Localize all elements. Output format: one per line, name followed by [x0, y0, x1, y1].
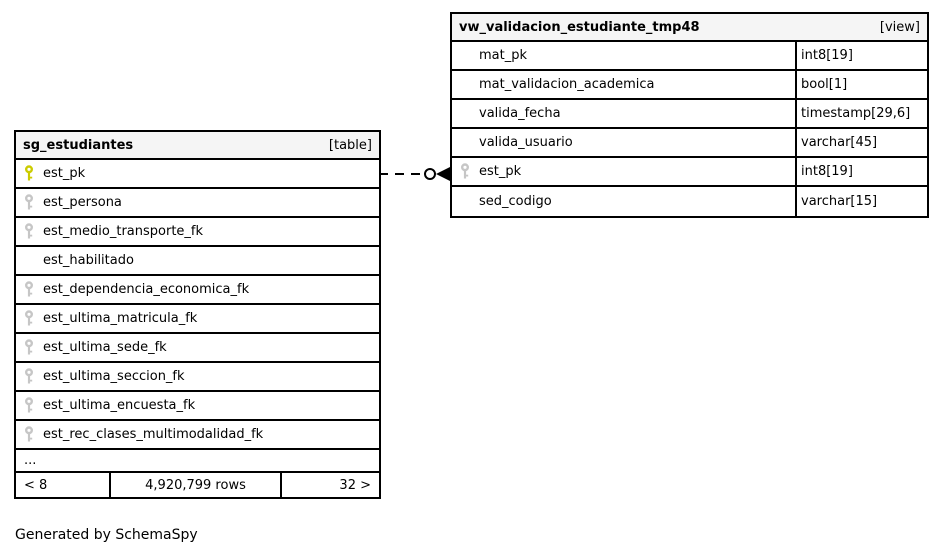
- column-row: [16, 305, 379, 334]
- foreign-key-icon: [24, 426, 34, 443]
- column-list: [452, 42, 927, 216]
- foreign-key-icon: [24, 281, 34, 298]
- foreign-key-icon: [24, 397, 34, 414]
- column-row: [452, 129, 927, 158]
- table-header-sg-estudiantes[interactable]: [16, 132, 379, 160]
- primary-key-icon: [24, 165, 34, 182]
- parents-count: 32 >: [339, 477, 371, 493]
- column-type: varchar[15]: [795, 187, 927, 216]
- column-type: int8[19]: [795, 42, 927, 69]
- column-row: [16, 421, 379, 450]
- column-name: est_pk: [43, 166, 86, 181]
- column-row: [16, 218, 379, 247]
- foreign-key-icon: [24, 194, 34, 211]
- column-type: int8[19]: [795, 158, 927, 185]
- table-vw-validacion-estudiante-tmp48: [450, 12, 929, 218]
- column-name: est_persona: [43, 195, 122, 210]
- column-name-cell: [452, 129, 795, 156]
- column-name-cell: [452, 158, 795, 185]
- column-name: sed_codigo: [479, 194, 552, 209]
- foreign-key-icon: [24, 223, 34, 240]
- column-type: varchar[45]: [795, 129, 927, 156]
- column-name: est_ultima_sede_fk: [43, 340, 167, 355]
- table-footer: [16, 473, 379, 497]
- column-name: est_pk: [479, 164, 522, 179]
- column-row: [16, 363, 379, 392]
- column-row: [452, 100, 927, 129]
- column-name: est_ultima_encuesta_fk: [43, 398, 196, 413]
- foreign-key-icon: [24, 368, 34, 385]
- column-name: est_medio_transporte_fk: [43, 224, 204, 239]
- column-list: [16, 160, 379, 450]
- foreign-key-icon: [24, 339, 34, 356]
- table-kind-badge: [table]: [328, 137, 372, 153]
- column-row: [452, 42, 927, 71]
- column-name: est_dependencia_economica_fk: [43, 282, 250, 297]
- column-row: [16, 160, 379, 189]
- table-sg-estudiantes: [14, 130, 381, 499]
- column-name-cell: [452, 42, 795, 69]
- column-row: [16, 334, 379, 363]
- column-type: timestamp[29,6]: [795, 100, 927, 127]
- relationship-arrowhead: [436, 167, 450, 181]
- column-name: est_rec_clases_multimodalidad_fk: [43, 427, 264, 442]
- column-row: [16, 247, 379, 276]
- column-name-cell: [452, 187, 795, 216]
- children-count: < 8: [24, 477, 48, 493]
- table-kind-badge: [view]: [879, 19, 920, 35]
- row-count: 4,920,799 rows: [109, 473, 282, 497]
- generated-by-note: Generated by SchemaSpy: [15, 527, 198, 543]
- column-row: [452, 71, 927, 100]
- column-name: valida_usuario: [479, 135, 573, 150]
- column-name: est_ultima_matricula_fk: [43, 311, 198, 326]
- table-header-vw-validacion[interactable]: [452, 14, 927, 42]
- column-name: mat_pk: [479, 48, 528, 63]
- foreign-key-icon: [460, 163, 470, 180]
- column-row: [16, 189, 379, 218]
- column-name-cell: [452, 100, 795, 127]
- column-name: est_habilitado: [43, 253, 134, 268]
- ellipsis-row: ...: [16, 450, 379, 473]
- column-row: [16, 392, 379, 421]
- relationship-circle-end: [425, 169, 435, 179]
- column-name: est_ultima_seccion_fk: [43, 369, 185, 384]
- table-name: vw_validacion_estudiante_tmp48: [459, 19, 700, 35]
- foreign-key-icon: [24, 310, 34, 327]
- column-name-cell: [452, 71, 795, 98]
- column-name: mat_validacion_academica: [479, 77, 655, 92]
- table-name: sg_estudiantes: [23, 137, 134, 153]
- column-row: [452, 158, 927, 187]
- column-row: [16, 276, 379, 305]
- column-name: valida_fecha: [479, 106, 561, 121]
- relationship-connector: [379, 160, 450, 188]
- column-type: bool[1]: [795, 71, 927, 98]
- column-row: [452, 187, 927, 216]
